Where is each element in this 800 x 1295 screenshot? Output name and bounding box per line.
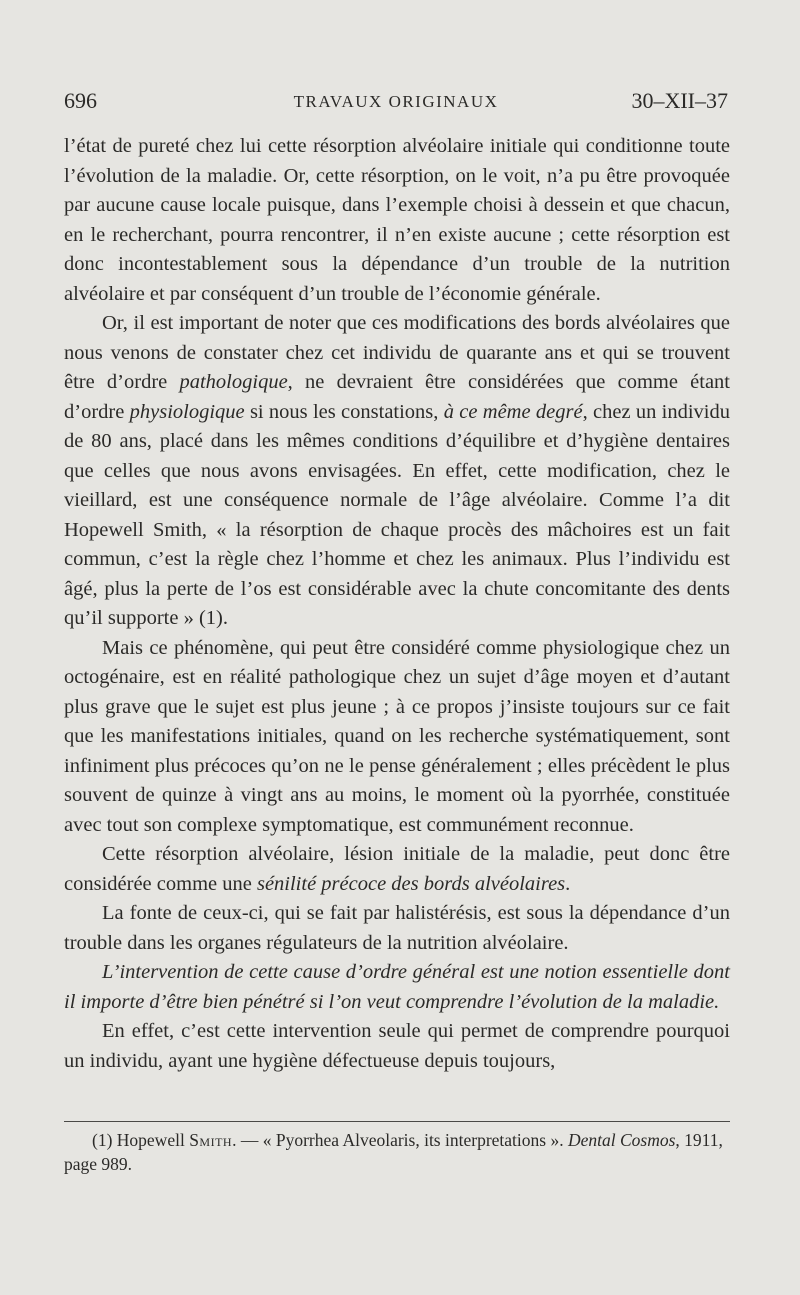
- paragraph: En effet, c’est cette intervention seule qui permet de comprendre pourquoi un individu, ayant une hygiène défectueuse depuis toujours,: [64, 1020, 730, 1072]
- text-run: , chez un individu de 80 ans, placé dans les mêmes conditions d’équilibre et d’hygiène dentaires que celles que nous avons envisagées. En effet, cette modification, chez le vieillard, est une conséquence normale de l’âge alvéolaire. Comme l’a dit Hopewell Smith, « la résorption de chaque procès des mâchoires est un fait commun, c’est la règle chez l’homme et chez les animaux. Plus l’individu est âgé, plus la perte de l’os est considérable avec la chute concomitante des dents qu’il supporte » (1).: [64, 400, 730, 629]
- italic-term: pathologique: [179, 371, 288, 393]
- body-text: [64, 132, 730, 1076]
- page-number: 696: [64, 88, 97, 113]
- footnote-journal: Dental Cosmos: [567, 1130, 676, 1150]
- text-run: si nous les constations,: [244, 400, 444, 423]
- footnote: [64, 1128, 730, 1176]
- paragraph: l’état de pureté chez lui cette résorption alvéolaire initiale qui conditionne toute l’évolution de la maladie. Or, cette résorption, on le voit, n’a pu être provoquée par aucune cause locale puisque, dans l’exemple choisi à dessein et que chacun, en le recherchant, pourra rencontrer, il n’en existe aucune ; cette résorption est donc incontestablement sous la dépendance d’un trouble de la nutrition alvéolaire et par conséquent d’un trouble de l’économie générale.: [64, 135, 730, 305]
- running-title: TRAVAUX ORIGINAUX: [293, 92, 499, 111]
- paragraph: [64, 309, 730, 634]
- text-run: .: [565, 872, 571, 895]
- paragraph: Mais ce phénomène, qui peut être considéré comme physiologique chez un octogénaire, est en réalité pathologique chez un sujet d’âge moyen et d’autant plus grave que le sujet est plus jeune ; à ce propos j’insiste toujours sur ce fait que les manifestations initiales, quand on les recherche systématiquement, sont infiniment plus précoces qu’on ne le pense généralement ; elles précèdent le plus souvent de quinze à vingt ans au moins, le moment où la pyorrhée, constituée avec tout son complexe symptomatique, est communément reconnue.: [64, 636, 730, 836]
- text-run: Or, il est important de noter que ces modifications des bords alvéolaires que nous venons de constater chez cet individu de quarante ans et qui se trouvent être d’ordre: [64, 312, 730, 393]
- footnote-text: . — « Pyorrhea Alveolaris, its interpretations ».: [232, 1130, 568, 1150]
- footnote-author: Smith: [189, 1130, 233, 1150]
- paragraph: La fonte de ceux-ci, qui se fait par halistérésis, est sous la dépendance d’un trouble dans les organes régulateurs de la nutrition alvéolaire.: [64, 902, 730, 954]
- italic-term: physiologique: [129, 400, 245, 423]
- footnote-rule: [64, 1121, 730, 1122]
- header-date: 30–XII–37: [631, 88, 728, 113]
- italic-term: à ce même degré: [443, 400, 583, 423]
- paragraph-italic: L’intervention de cette cause d’ordre général est une notion essentielle dont il importe d’être bien pénétré si l’on veut comprendre l’évolution de la maladie.: [64, 961, 730, 1013]
- italic-term: sénilité précoce des bords alvéolaires: [256, 872, 566, 895]
- footnote-tail: , 1911, page 989.: [64, 1130, 723, 1174]
- footnote-marker: (1) Hopewell: [92, 1130, 190, 1150]
- running-header: [64, 88, 728, 120]
- text-run: , ne devraient être considérées que comme étant d’ordre: [64, 371, 731, 423]
- text-run: Cette résorption alvéolaire, lésion initiale de la maladie, peut donc être considérée comme une: [64, 843, 730, 895]
- paragraph: [64, 840, 730, 899]
